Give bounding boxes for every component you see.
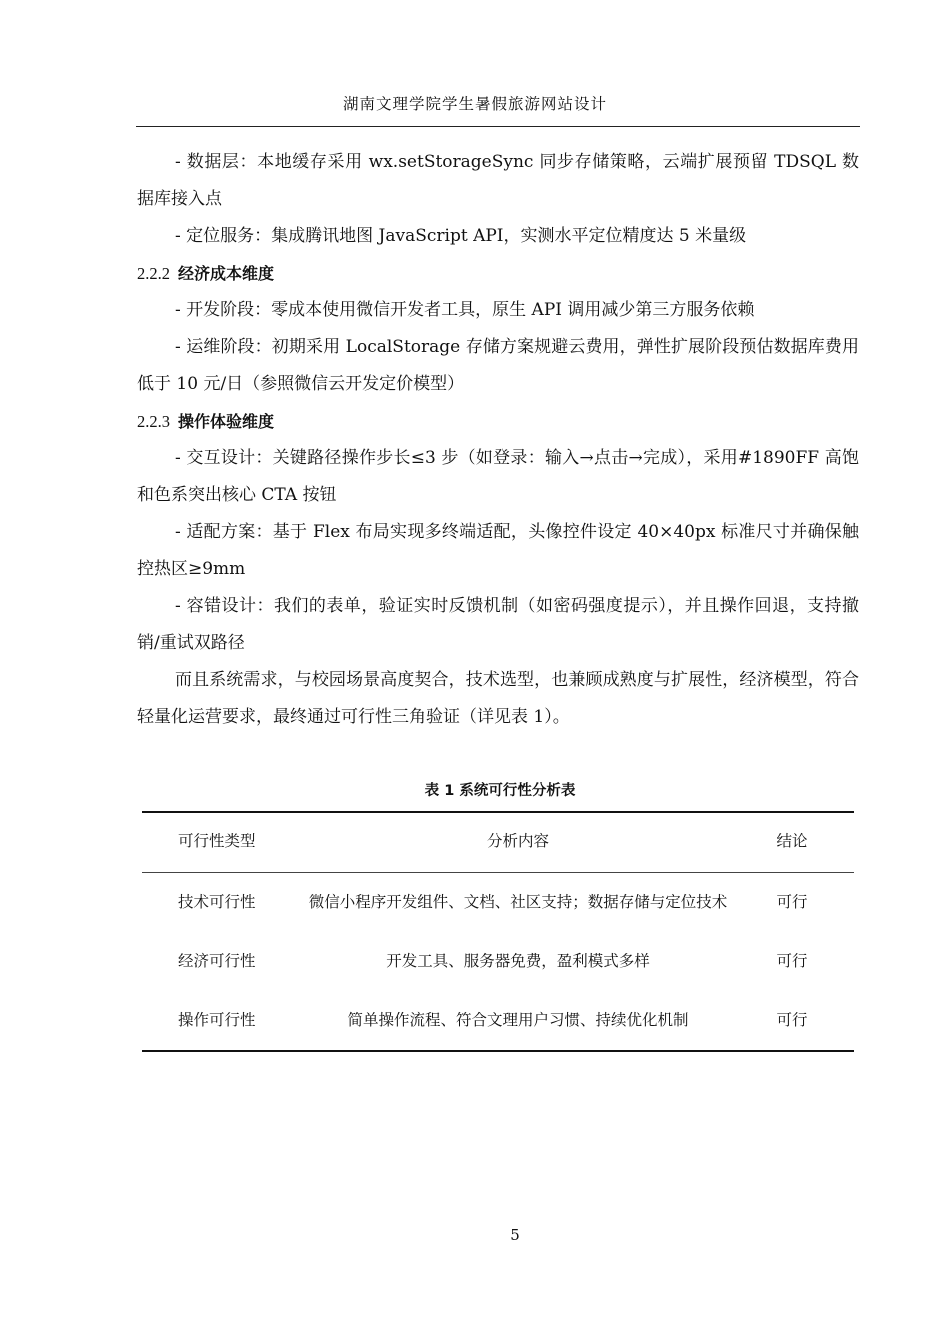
table-header-row (142, 826, 854, 856)
table-header-content: 分析内容 (486, 832, 549, 850)
table-cell-content: 开发工具、服务器免费，盈利模式多样 (386, 952, 650, 970)
section-number: 2.2.2 (137, 264, 170, 283)
header-rule (136, 126, 860, 127)
body-text (137, 144, 859, 736)
table-row (142, 1005, 854, 1035)
table-header-conclusion: 结论 (776, 832, 808, 850)
paragraph-error-tolerance: - 容错设计：我们的表单，验证实时反馈机制（如密码强度提示），并且操作回退，支持撤销/重试双路径 (137, 596, 859, 653)
table-cell-conclusion: 可行 (776, 893, 808, 911)
table-header-type: 可行性类型 (178, 832, 256, 850)
table-cell-content: 简单操作流程、符合文理用户习惯、持续优化机制 (347, 1011, 689, 1029)
table-cell-conclusion: 可行 (776, 1011, 808, 1029)
paragraph-interaction-design: - 交互设计：关键路径操作步长≤3 步（如登录：输入→点击→完成），采用#1890FF 高饱和色系突出核心 CTA 按钮 (137, 448, 859, 505)
table-header-rule (142, 872, 854, 873)
table-row (142, 946, 854, 976)
paragraph-adaptation: - 适配方案：基于 Flex 布局实现多终端适配，头像控件设定 40×40px 标准尺寸并确保触控热区≥9mm (137, 522, 859, 579)
table-caption: 表 1 系统可行性分析表 (424, 783, 576, 799)
table-cell-type: 经济可行性 (178, 952, 256, 970)
paragraph-dev-stage: - 开发阶段：零成本使用微信开发者工具，原生 API 调用减少第三方服务依赖 (175, 300, 755, 320)
table-bottom-rule (142, 1050, 854, 1052)
table-cell-conclusion: 可行 (776, 952, 808, 970)
section-title: 经济成本维度 (178, 264, 275, 283)
table-cell-content: 微信小程序开发组件、文档、社区支持；数据存储与定位技术 (308, 893, 728, 911)
paragraph-summary: 而且系统需求，与校园场景高度契合，技术选型，也兼顾成熟度与扩展性，经济模型，符合轻量化运营要求，最终通过可行性三角验证（详见表 1）。 (137, 670, 859, 727)
page-number: 5 (510, 1226, 520, 1244)
section-title: 操作体验维度 (178, 412, 275, 431)
section-number: 2.2.3 (137, 412, 170, 431)
section-heading-2-2-2 (137, 255, 859, 292)
table-top-rule (142, 811, 854, 813)
section-heading-2-2-3 (137, 403, 859, 440)
running-header: 湖南文理学院学生暑假旅游网站设计 (342, 95, 607, 113)
table-row (142, 887, 854, 917)
paragraph-data-layer: - 数据层：本地缓存采用 wx.setStorageSync 同步存储策略，云端扩展预留 TDSQL 数据库接入点 (137, 152, 859, 209)
paragraph-location-service: - 定位服务：集成腾讯地图 JavaScript API，实测水平定位精度达 5 米量级 (175, 226, 747, 246)
table-cell-type: 技术可行性 (178, 893, 256, 911)
table-cell-type: 操作可行性 (178, 1011, 256, 1029)
paragraph-ops-stage: - 运维阶段：初期采用 LocalStorage 存储方案规避云费用，弹性扩展阶段预估数据库费用低于 10 元/日（参照微信云开发定价模型） (137, 337, 859, 394)
